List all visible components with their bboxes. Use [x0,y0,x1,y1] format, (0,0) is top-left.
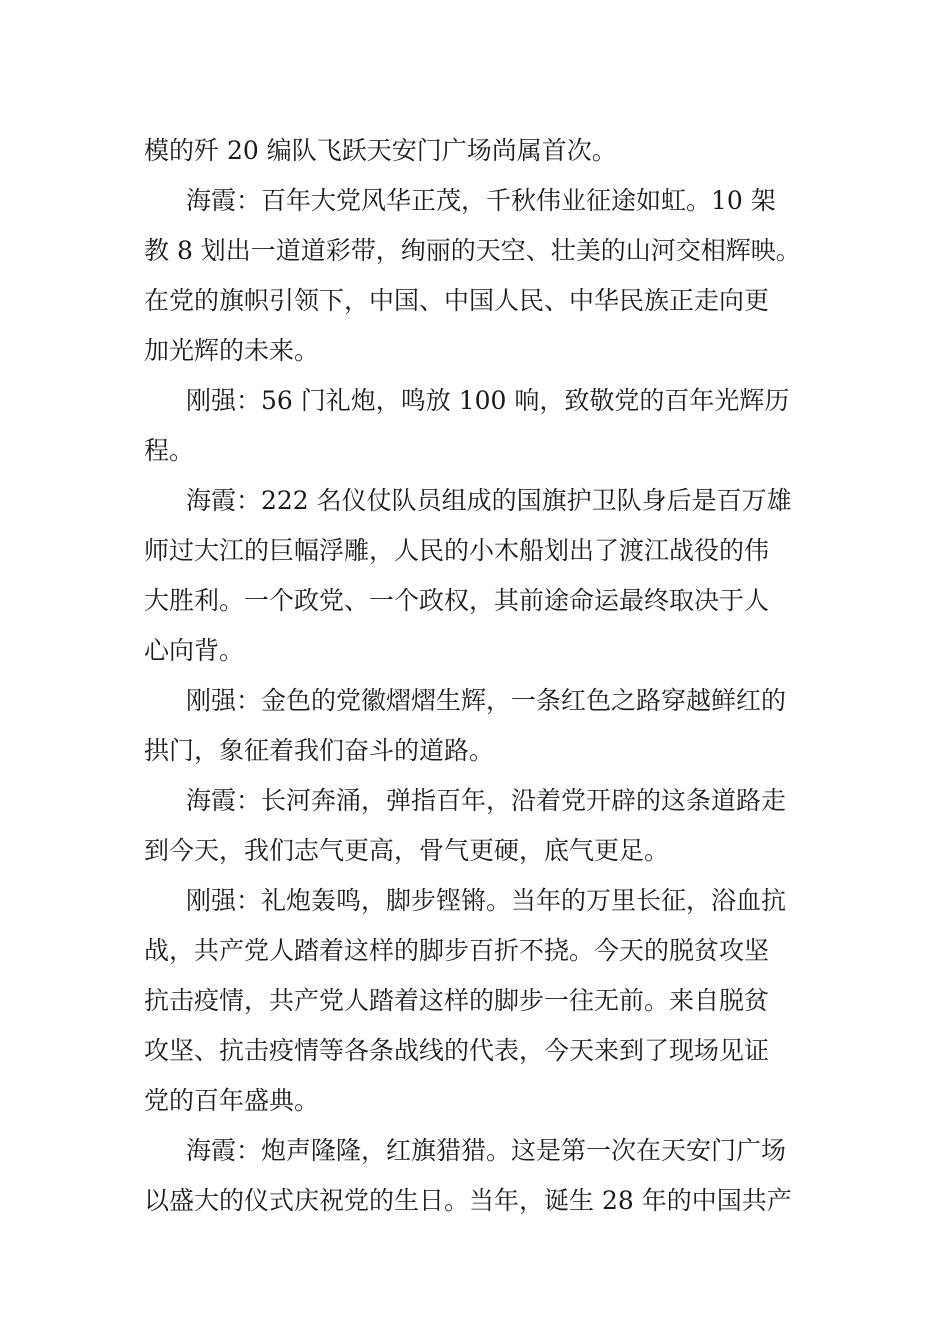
text-line: 师过大江的巨幅浮雕，人民的小木船划出了渡江战役的伟 [144,536,770,565]
text-line: 刚强：56 门礼炮，鸣放 100 响，致敬党的百年光辉历 [186,386,790,415]
text-line: 程。 [144,436,195,465]
paragraph-gangqiang-2 [144,676,824,776]
paragraph-haixia-2 [144,476,824,676]
text-line: 心向背。 [144,636,245,665]
paragraph-gangqiang-3 [144,876,824,1126]
text-line: 党的百年盛典。 [144,1086,320,1115]
text-line: 到今天，我们志气更高，骨气更硬，底气更足。 [144,836,670,865]
text-line: 攻坚、抗击疫情等各条战线的代表，今天来到了现场见证 [144,1036,770,1065]
text-line: 刚强：金色的党徽熠熠生辉，一条红色之路穿越鲜红的 [186,686,787,715]
paragraph-haixia-4 [144,1126,824,1226]
text-line: 海霞：长河奔涌，弹指百年，沿着党开辟的这条道路走 [186,786,787,815]
text-line: 教 8 划出一道道彩带，绚丽的天空、壮美的山河交相辉映。 [144,236,801,265]
text-line: 以盛大的仪式庆祝党的生日。当年，诞生 28 年的中国共产 [144,1186,792,1215]
text-line: 模的歼 20 编队飞跃天安门广场尚属首次。 [144,136,617,165]
text-line: 在党的旗帜引领下，中国、中国人民、中华民族正走向更 [144,286,770,315]
paragraph-haixia-3 [144,776,824,876]
paragraph-continued [144,126,824,176]
text-line: 拱门，象征着我们奋斗的道路。 [144,736,495,765]
text-line: 大胜利。一个政党、一个政权，其前途命运最终取决于人 [144,586,770,615]
text-line: 海霞：百年大党风华正茂，千秋伟业征途如虹。10 架 [186,186,776,215]
text-line: 战，共产党人踏着这样的脚步百折不挠。今天的脱贫攻坚 [144,936,770,965]
text-line: 抗击疫情，共产党人踏着这样的脚步一往无前。来自脱贫 [144,986,770,1015]
text-line: 刚强：礼炮轰鸣，脚步铿锵。当年的万里长征，浴血抗 [186,886,787,915]
text-line: 加光辉的未来。 [144,336,320,365]
paragraph-gangqiang-1 [144,376,824,476]
text-line: 海霞：炮声隆隆，红旗猎猎。这是第一次在天安门广场 [186,1136,787,1165]
document-body [144,126,824,1226]
text-line: 海霞：222 名仪仗队员组成的国旗护卫队身后是百万雄 [186,486,792,515]
paragraph-haixia-1 [144,176,824,376]
